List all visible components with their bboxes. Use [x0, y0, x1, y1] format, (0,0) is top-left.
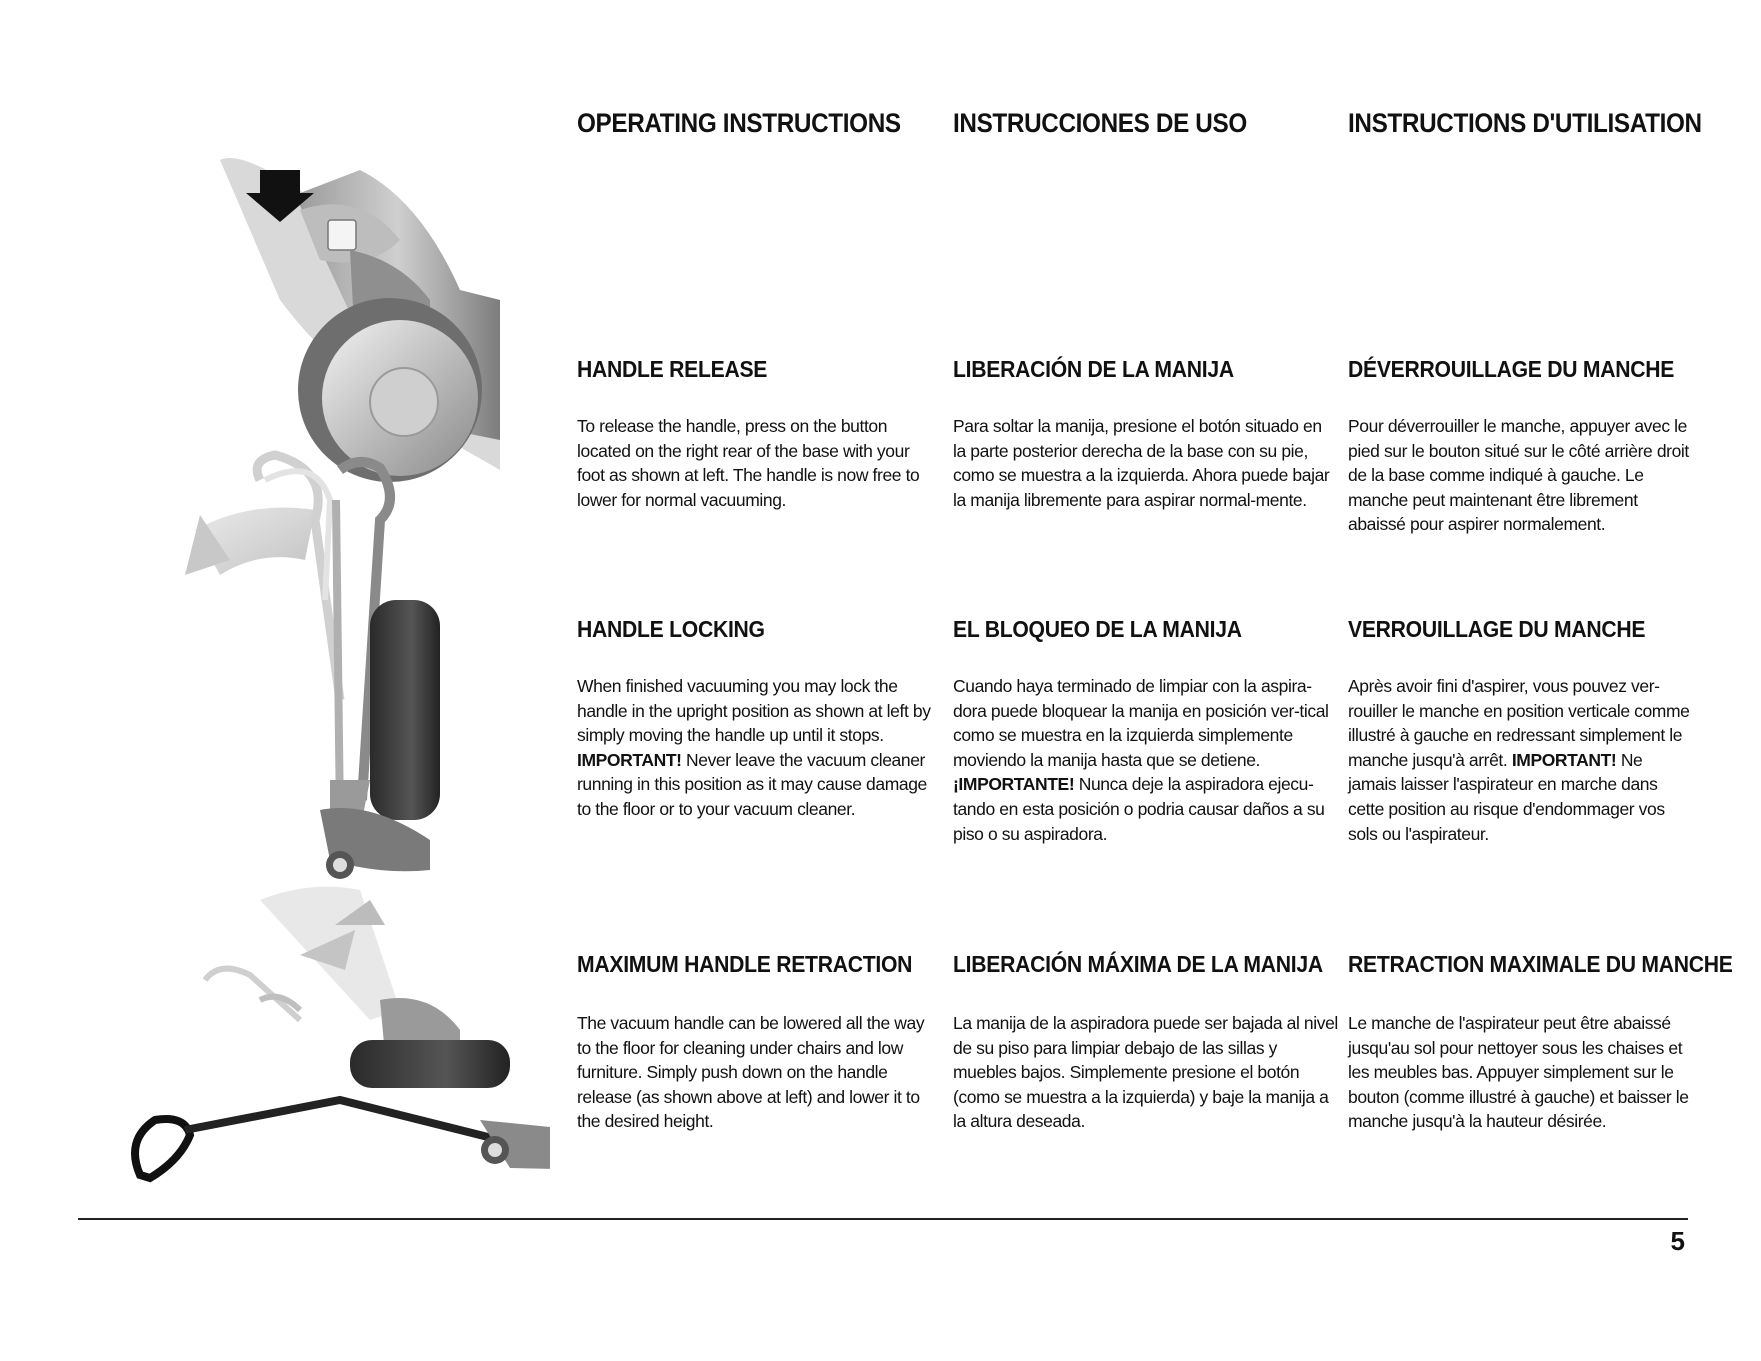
title-handle-release: HANDLE RELEASE — [577, 356, 768, 382]
title-handle-locking: HANDLE LOCKING — [577, 616, 765, 642]
vacuum-illustrations — [100, 0, 550, 1190]
handle-release-illustration — [220, 158, 500, 482]
body-text: Ne jamais laisser l'aspirateur en marche dans cette position au risque d'endommager vos sols ou l'aspirateur. — [1348, 749, 1665, 844]
footer-rule — [78, 1218, 1688, 1220]
body-handle-locking — [577, 674, 937, 822]
body-bloqueo-manija — [953, 674, 1338, 846]
body-liberacion-manija: Para soltar la manija, presione el botón situado en la parte posterior derecha de la base con su pie, como se muestra a la izquierda. Ahora puede bajar la manija libremente para aspirar normal-mente. — [953, 416, 1330, 510]
page-number: 5 — [1670, 1226, 1685, 1256]
title-verrouillage-manche: VERROUILLAGE DU MANCHE — [1348, 616, 1646, 642]
important-label: ¡IMPORTANTE! — [953, 774, 1075, 795]
body-text: When finished vacuuming you may lock the handle in the upright position as shown at left by simply moving the handle up until it stops. — [577, 676, 931, 746]
title-deverrouillage-manche: DÉVERROUILLAGE DU MANCHE — [1348, 356, 1675, 382]
heading-instrucciones-de-uso: INSTRUCCIONES DE USO — [953, 108, 1247, 138]
body-liberacion-maxima: La manija de la aspiradora puede ser bajada al nivel de su piso para limpiar debajo de las sillas y muebles bajos. Simplemente presione el botón (como se muestra a la izquierda) y baje la manija a la altura deseada. — [953, 1013, 1338, 1132]
title-max-retraction: MAXIMUM HANDLE RETRACTION — [577, 951, 913, 977]
body-text: Never leave the vacuum cleaner running in this position as it may cause damage to the floor or to your vacuum cleaner. — [577, 749, 927, 819]
important-label: IMPORTANT! — [577, 749, 682, 770]
max-retraction-illustration — [135, 887, 550, 1178]
body-handle-release: To release the handle, press on the button located on the right rear of the base with your foot as shown at left. The handle is now free to lower for normal vacuuming. — [577, 416, 920, 510]
title-bloqueo-manija: EL BLOQUEO DE LA MANIJA — [953, 616, 1242, 642]
body-verrouillage-manche — [1348, 674, 1693, 846]
body-max-retraction: The vacuum handle can be lowered all the way to the floor for cleaning under chairs and low furniture. Simply push down on the handle release (as shown above at left) and lower it to the desired height. — [577, 1013, 925, 1132]
body-text: Après avoir fini d'aspirer, vous pouvez ver-rouiller le manche en position verticale comme illustré à gauche en redressant simplement le manche jusqu'à arrêt. — [1348, 676, 1690, 770]
body-text: Cuando haya terminado de limpiar con la aspira-dora puede bloquear la manija en posición ver-tical como se muestra en la izquierda simplemente moviendo la manija hasta que se detiene. — [953, 676, 1329, 770]
heading-operating-instructions: OPERATING INSTRUCTIONS — [577, 108, 901, 138]
handle-locking-illustration — [185, 455, 440, 879]
body-text: Nunca deje la aspiradora ejecu-tando en esta posición o podria causar daños a su piso o su aspiradora. — [953, 774, 1325, 844]
title-liberacion-manija: LIBERACIÓN DE LA MANIJA — [953, 356, 1234, 382]
important-label: IMPORTANT! — [1511, 749, 1617, 770]
heading-instructions-utilisation: INSTRUCTIONS D'UTILISATION — [1348, 108, 1702, 138]
body-deverrouillage-manche: Pour déverrouiller le manche, appuyer avec le pied sur le bouton situé sur le côté arrière droit de la base comme indiqué à gauche. Le manche peut maintenant être librement abaissé pour aspirer normalement. — [1348, 416, 1689, 535]
body-retraction-maximale: Le manche de l'aspirateur peut être abaissé jusqu'au sol pour nettoyer sous les chaises et les meubles bas. Appuyer simplement sur le bouton (comme illustré à gauche) et baisser le manche jusqu'à la hauteur désirée. — [1348, 1013, 1689, 1132]
title-retraction-maximale: RETRACTION MAXIMALE DU MANCHE — [1348, 951, 1733, 977]
title-liberacion-maxima: LIBERACIÓN MÁXIMA DE LA MANIJA — [953, 951, 1323, 977]
